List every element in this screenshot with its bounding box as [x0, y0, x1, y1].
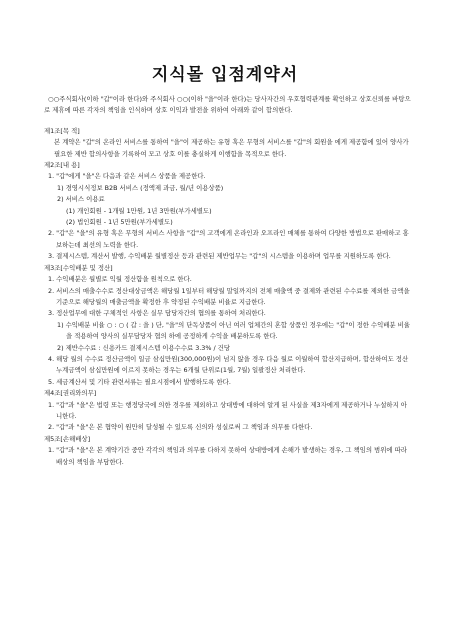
article-clause: 2. "갑"과 "을"은 본 협약이 원만히 달성될 수 있도록 신의와 성실로써 그 책임과 의무를 다한다. [48, 423, 313, 432]
article-section [44, 126, 412, 160]
article-clause: (2) 법인회원 - 1년 5만원(부가세별도) [66, 218, 173, 227]
article-heading: 제2조[내 용] [44, 161, 80, 170]
article-clause: 2) 서비스 이용료 [57, 195, 105, 204]
article-heading: 제1조[목 적] [44, 126, 80, 135]
article-clause: 1. "갑"에게 "을"은 다음과 같은 서비스 상품을 제공한다. [48, 172, 206, 181]
article-clause: 3. 정산업무에 대한 구체적인 사항은 실무 담당자간의 협의를 통하여 처리한다. [48, 309, 266, 318]
article-clause: 2) 제반수수료 : 신용카드 결제시스템 이용수수료 3.3% / 건당 [57, 343, 230, 352]
article-clause: 본 계약은 "갑"의 온라인 서비스를 통하여 "을"이 제공하는 유형 혹은 무형의 서비스를 "갑"의 회원을 에게 제공함에 있어 양사가 필요한 제반 합의사항을 기록하여 모고 상호 이를 충실하게 이행함을 목적으로 한다. [54, 138, 409, 158]
article-section [44, 434, 412, 468]
article-heading: 제5조[손해배상] [44, 434, 91, 443]
document-title: 지식몰 입점계약서 [151, 65, 299, 85]
article-clause: 1) 수익배분 비율 ○ : ○ ( 갑 : 을 ) 단, "을"의 단독상품이 아닌 여러 업체간의 혼합 상품인 경우에는 "갑"이 정한 수익배분 비율을 적용하여 양사의 실무담당자 협의 하에 공정하게 수익을 배분하도록 한다. [57, 320, 410, 341]
article-clause: 1. "갑"과 "을"은 본 계약기간 중안 각각의 책임과 의무를 다하지 못하여 상대방에게 손해가 발생하는 경우, 그 책임의 범위에 따라 배상의 책임을 부담한다. [48, 446, 407, 466]
document-body [44, 94, 412, 468]
article-section [44, 388, 412, 434]
intro-paragraph: ○○주식회사(이하 "갑"이라 한다)와 주식회사 ○○(이하 "을"이라 한다)는 당사자간의 우호협력관계를 확인하고 상호신뢰를 바탕으로 제휴에 따른 각자의 책임을 인식하며 상호 이익과 발전을 위하여 아래와 같이 합의한다. [44, 95, 411, 115]
article-clause: 1) 경영시식정보 B2B 서비스 (정액제 과금, 월/년 이용상품) [57, 183, 224, 192]
article-clause: 1. "갑"과 "을"은 법령 또는 행정당국에 의한 경우를 제외하고 상대방에 대하여 알게 된 사실을 제3자에게 제공하거나 누설하지 아니한다. [48, 400, 407, 420]
article-heading: 제4조[권리와의무] [44, 389, 97, 398]
article-clause: (1) 개인회원 - 1개월 1만원, 1년 3만원(부가세별도) [66, 206, 212, 215]
article-clause: 3. 결제시스템, 계산서 발행, 수익배분 월별정산 등과 관련된 제반업무는 "갑"의 시스템을 이용하며 업무를 지원하도록 한다. [48, 252, 391, 261]
articles-list [44, 126, 412, 468]
article-clause: 5. 세금계산서 및 기타 관련서류는 필요시점에서 발행하도록 한다. [48, 377, 231, 386]
article-section [44, 160, 412, 263]
article-clause: 1. 수익배분은 월별로 익월 정산함을 원칙으로 한다. [48, 275, 192, 284]
article-clause: 2. 서비스의 매출수수로 정산대상금액은 해당월 1일부터 해당월 말일까지의 전체 매출액 중 결제와 관련된 수수료를 제외한 금액을 기준으로 해당월의 매출금액을 확정한 후 약정된 수익배분 비율로 지급한다. [48, 286, 410, 306]
article-section [44, 263, 412, 388]
article-heading: 제3조[수익배분 및 정산] [44, 263, 113, 272]
article-clause: 2. "갑"은 "을"의 유형 혹은 무형의 서비스 사항을 "갑"의 고객에게 온라인과 오프라인 매체를 통하여 다양한 방법으로 판매하고 홍보하는데 최선의 노력을 한다. [48, 229, 409, 249]
article-clause: 4. 해당 월의 수수료 정산금액이 일금 삼십만원(300,000원)이 넘지 않을 경우 다음 월로 이월하여 합산지급하며, 합산하여도 정산누계금액이 삼십만원에 이르지 못하는 경우는 6개월 단위로(1월, 7월) 일괄정산 처리한다. [48, 354, 409, 375]
